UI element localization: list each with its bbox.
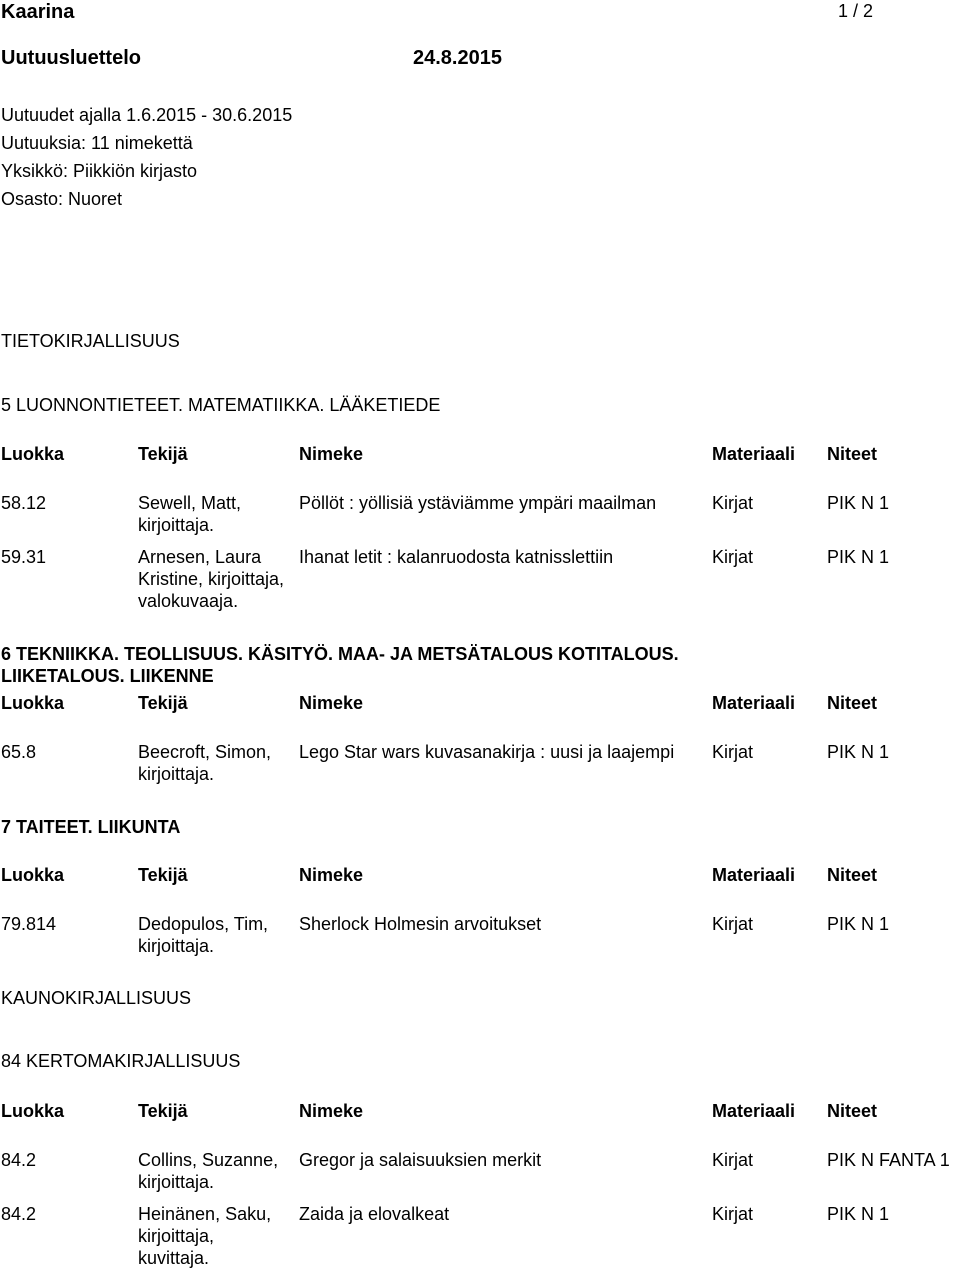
column-class: Luokka [1, 444, 65, 464]
item-author: Arnesen, Laura Kristine, kirjoittaja, valokuvaaja. [138, 547, 285, 611]
column-material: Materiaali [712, 1101, 796, 1121]
item-class: 58.12 [1, 493, 47, 513]
report-date: 24.8.2015 [413, 47, 502, 69]
item-material: Kirjat [712, 1204, 754, 1224]
item-title: Lego Star wars kuvasanakirja : uusi ja laajempi [299, 742, 675, 762]
item-author: Beecroft, Simon, kirjoittaja. [138, 742, 272, 784]
item-copies: PIK N 1 [827, 914, 890, 934]
item-title: Zaida ja elovalkeat [299, 1204, 450, 1224]
item-author: Collins, Suzanne, kirjoittaja. [138, 1150, 279, 1192]
section-6: 6 TEKNIIKKA. TEOLLISUUS. KÄSITYÖ. MAA- JA METSÄTALOUS KOTITALOUS. LIIKETALOUS. LIIKENNE [1, 644, 679, 686]
column-author: Tekijä [138, 693, 188, 713]
column-class: Luokka [1, 865, 65, 885]
info-department: Osasto: Nuoret [1, 189, 123, 209]
item-class: 84.2 [1, 1204, 37, 1224]
item-material: Kirjat [712, 914, 754, 934]
item-class: 65.8 [1, 742, 37, 762]
item-material: Kirjat [712, 547, 754, 567]
column-class: Luokka [1, 1101, 65, 1121]
column-material: Materiaali [712, 693, 796, 713]
item-author: Heinänen, Saku, kirjoittaja, kuvittaja. [138, 1204, 272, 1268]
item-title: Gregor ja salaisuuksien merkit [299, 1150, 542, 1170]
item-author: Dedopulos, Tim, kirjoittaja. [138, 914, 269, 956]
column-title: Nimeke [299, 865, 364, 885]
column-copies: Niteet [827, 1101, 878, 1121]
column-material: Materiaali [712, 444, 796, 464]
item-copies: PIK N 1 [827, 547, 890, 567]
item-author: Sewell, Matt, kirjoittaja. [138, 493, 242, 535]
info-unit: Yksikkö: Piikkiön kirjasto [1, 161, 198, 181]
section-84: 84 KERTOMAKIRJALLISUUS [1, 1051, 241, 1071]
column-title: Nimeke [299, 444, 364, 464]
column-copies: Niteet [827, 693, 878, 713]
section-7: 7 TAITEET. LIIKUNTA [1, 817, 181, 837]
section-fiction: KAUNOKIRJALLISUUS [1, 988, 192, 1008]
info-count: Uutuuksia: 11 nimekettä [1, 133, 193, 153]
column-class: Luokka [1, 693, 65, 713]
column-author: Tekijä [138, 865, 188, 885]
item-title: Ihanat letit : kalanruodosta katnisslettiin [299, 547, 614, 567]
info-period: Uutuudet ajalla 1.6.2015 - 30.6.2015 [1, 105, 293, 125]
item-title: Pöllöt : yöllisiä ystäviämme ympäri maailman [299, 493, 657, 513]
item-material: Kirjat [712, 742, 754, 762]
column-copies: Niteet [827, 444, 878, 464]
column-copies: Niteet [827, 865, 878, 885]
column-author: Tekijä [138, 444, 188, 464]
item-copies: PIK N 1 [827, 1204, 890, 1224]
column-title: Nimeke [299, 1101, 364, 1121]
section-5: 5 LUONNONTIETEET. MATEMATIIKKA. LÄÄKETIEDE [1, 395, 441, 415]
item-material: Kirjat [712, 1150, 754, 1170]
item-copies: PIK N FANTA 1 [827, 1150, 950, 1170]
item-class: 79.814 [1, 914, 57, 934]
item-class: 59.31 [1, 547, 47, 567]
item-copies: PIK N 1 [827, 493, 890, 513]
item-copies: PIK N 1 [827, 742, 890, 762]
column-title: Nimeke [299, 693, 364, 713]
column-author: Tekijä [138, 1101, 188, 1121]
section-nonfiction: TIETOKIRJALLISUUS [1, 331, 180, 351]
page-number: 1 / 2 [838, 1, 874, 21]
item-class: 84.2 [1, 1150, 37, 1170]
item-title: Sherlock Holmesin arvoitukset [299, 914, 542, 934]
column-material: Materiaali [712, 865, 796, 885]
report-title: Uutuusluettelo [1, 47, 141, 69]
item-material: Kirjat [712, 493, 754, 513]
library-name: Kaarina [1, 1, 75, 23]
